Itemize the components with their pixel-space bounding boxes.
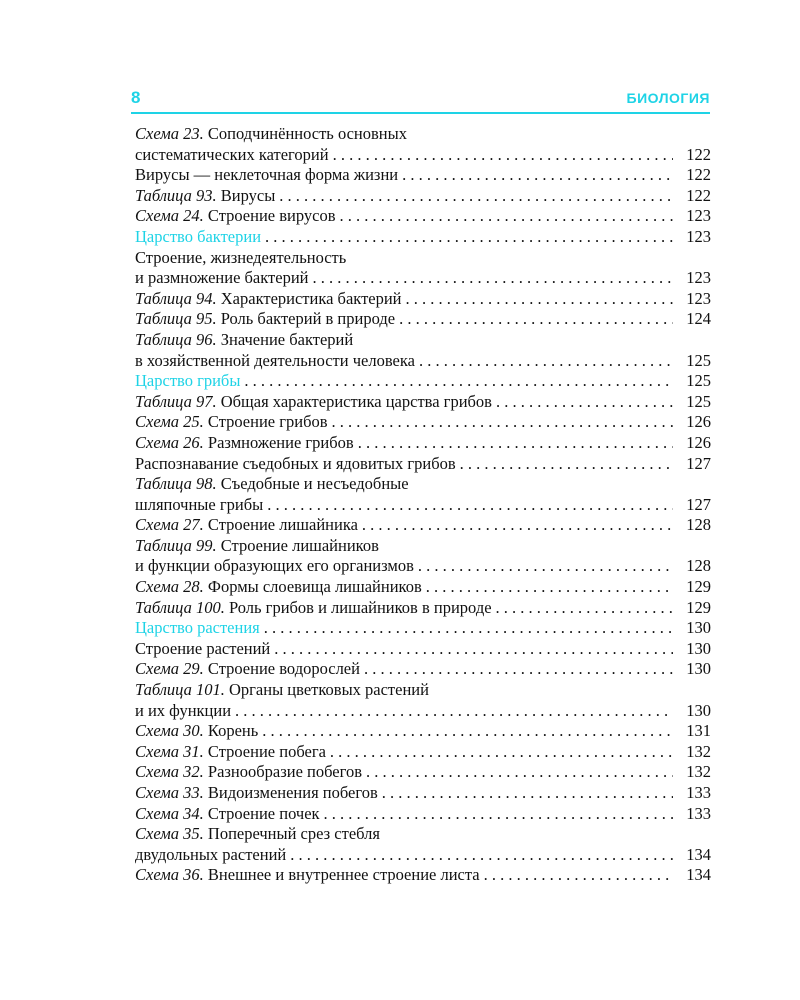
toc-entry-label: Схема 33. [135,783,204,802]
toc-page-number: 129 [686,577,711,597]
toc-entry [135,721,711,742]
toc-entry-title: Внешнее и внутреннее строение листа [203,865,480,885]
toc-entry-title: Съедобные и несъедобные [216,474,409,494]
toc-page-number: 128 [686,515,711,535]
toc-entry-title: двудольных растений [135,844,287,864]
dot-leader [330,742,673,763]
toc-entry-label: Таблица 97. [135,391,217,411]
toc-entry [135,824,711,845]
toc-entry-title: Значение бактерий [216,329,354,349]
toc-entry-text [135,392,492,413]
toc-entry-text [135,454,456,475]
toc-entry-title: Строение водорослей [203,659,360,679]
toc-entry [135,701,711,722]
toc-entry-label: Схема 30. [135,721,204,741]
toc-entry-label: Схема 34. [135,803,204,823]
toc-entry-label: Схема 24. [135,206,204,226]
dot-leader [406,289,673,310]
toc-entry-label: Таблица 100. [135,597,225,617]
toc-entry-label: Таблица 98. [135,474,217,494]
toc-entry-title: систематических категорий [135,144,329,164]
dot-leader [340,206,673,227]
toc-entry [135,165,711,186]
toc-entry [135,495,711,516]
toc-section-heading [135,618,711,639]
toc-entry-text [135,845,286,866]
toc-entry-title: Видоизменения побегов [203,783,378,802]
toc-entry-title: Корень [203,721,259,741]
toc-entry-label: Схема 31. [135,741,204,761]
toc-entry [135,309,711,330]
toc-entry-title: Поперечный срез стебля [203,824,380,844]
dot-leader [324,804,673,825]
toc-entry [135,454,711,475]
toc-entry [135,598,711,619]
toc-entry-text [135,474,409,495]
toc-entry-text [135,577,422,598]
toc-entry-title: Разнообразие побегов [203,762,362,782]
toc-entry-title: Строение лишайника [203,515,358,535]
toc-page-number: 127 [686,453,711,473]
toc-entry-text [135,639,270,660]
toc-entry-text [135,145,329,166]
toc-entry-text [135,701,231,722]
toc-entry [135,206,711,227]
dot-leader [364,659,673,680]
toc-page-number: 126 [686,432,711,452]
toc-entry-text [135,186,275,207]
toc-entry-title: Строение лишайников [216,535,379,555]
toc-entry-title: Соподчинённость основных [203,124,407,143]
toc-page-number: 134 [686,844,711,864]
toc-entry-title: Распознавание съедобных и ядовитых грибов [135,453,456,473]
toc-entry [135,124,711,145]
toc-entry-text [135,351,415,372]
toc-entry-text [135,227,261,248]
toc-entry-text [135,433,354,454]
toc-page-number: 131 [686,721,711,741]
toc-entry-text [135,412,328,433]
toc-entry-title: и размножение бактерий [135,268,309,288]
toc-page-number: 125 [686,350,711,370]
toc-page-number: 123 [686,288,711,308]
dot-leader [279,186,673,207]
toc-entry-title: Строение, жизнедеятельность [135,247,347,267]
dot-leader [426,577,673,598]
toc-entry-text [135,556,414,577]
dot-leader [262,721,673,742]
toc-entry-text [135,495,263,516]
toc-entry-title: Строение вирусов [203,206,336,226]
dot-leader [399,309,673,330]
toc-page-number: 130 [686,700,711,720]
toc-page-number: 129 [686,597,711,617]
toc-entry [135,536,711,557]
dot-leader [366,762,673,783]
toc-entry [135,351,711,372]
toc-page-number: 123 [686,206,711,226]
dot-leader [274,639,673,660]
toc-entry-text [135,742,326,763]
dot-leader [290,845,673,866]
toc-page-number: 133 [686,803,711,823]
page-header [131,88,710,114]
toc-entry-label: Таблица 99. [135,535,217,555]
toc-entry-title: Царство бактерии [135,226,262,246]
dot-leader [333,145,673,166]
toc-entry-title: Вирусы [216,185,276,205]
toc-entry-label: Схема 32. [135,762,204,782]
toc-page-number: 125 [686,391,711,411]
toc-entry-title: Царство грибы [135,371,241,391]
toc-entry-title: Роль бактерий в природе [216,309,396,329]
toc-page-number: 125 [686,371,711,391]
toc-entry-label: Таблица 96. [135,329,217,349]
toc-entry-label: Таблица 93. [135,185,217,205]
toc-entry-text [135,248,346,269]
table-of-contents [135,124,711,886]
toc-page-number: 132 [686,741,711,761]
toc-entry [135,289,711,310]
toc-page-number: 132 [686,762,711,782]
toc-entry [135,412,711,433]
toc-entry-text [135,289,402,310]
toc-entry-text [135,783,378,804]
toc-section-heading [135,371,711,392]
toc-entry-text [135,206,336,227]
dot-leader [313,268,674,289]
toc-entry-label: Таблица 101. [135,680,225,700]
dot-leader [267,495,673,516]
toc-page-number: 128 [686,556,711,576]
toc-page-number: 122 [686,165,711,185]
dot-leader [402,165,673,186]
toc-entry-text [135,124,407,145]
dot-leader [496,598,673,619]
toc-page-number: 123 [686,268,711,288]
toc-entry-text [135,371,240,392]
toc-page-number: 130 [686,638,711,658]
toc-page-number: 130 [686,618,711,638]
toc-entry-text [135,865,480,886]
toc-entry [135,186,711,207]
toc-entry [135,145,711,166]
toc-entry-text [135,165,398,186]
toc-entry [135,474,711,495]
toc-entry [135,639,711,660]
toc-entry [135,742,711,763]
toc-entry-text [135,618,260,639]
toc-entry [135,804,711,825]
toc-entry-title: Роль грибов и лишайников в природе [224,597,492,617]
toc-entry [135,268,711,289]
toc-entry [135,433,711,454]
toc-entry-text [135,536,379,557]
page-number: 8 [131,88,141,107]
toc-entry-text [135,721,258,742]
dot-leader [419,351,673,372]
dot-leader [332,412,673,433]
toc-page-number: 122 [686,185,711,205]
dot-leader [496,392,673,413]
toc-entry [135,762,711,783]
toc-entry-title: Строение почек [203,803,320,823]
toc-entry [135,865,711,886]
toc-entry-text [135,762,362,783]
toc-page-number: 127 [686,494,711,514]
toc-entry-title: Органы цветковых растений [224,680,429,700]
toc-page-number: 124 [686,309,711,329]
toc-page-number: 122 [686,144,711,164]
toc-entry-title: Характеристика бактерий [216,288,402,308]
toc-entry-title: Формы слоевища лишайников [203,577,422,597]
toc-entry [135,680,711,701]
toc-entry-label: Схема 28. [135,577,204,597]
dot-leader [264,618,673,639]
toc-entry-title: шляпочные грибы [135,494,264,514]
running-title: БИОЛОГИЯ [626,90,710,106]
toc-entry-label: Схема 36. [135,865,204,885]
toc-entry [135,783,711,804]
toc-entry-text [135,598,492,619]
toc-entry [135,392,711,413]
toc-entry-text [135,824,380,845]
toc-entry-text [135,804,320,825]
toc-entry-title: Царство растения [135,618,260,638]
toc-entry-title: Общая характеристика царства грибов [216,391,492,411]
toc-entry-text [135,515,358,536]
toc-entry [135,515,711,536]
toc-page-number: 133 [686,783,711,802]
toc-entry-text [135,309,395,330]
toc-entry-title: Строение побега [203,741,326,761]
dot-leader [382,783,673,804]
toc-entry [135,556,711,577]
dot-leader [244,371,673,392]
toc-section-heading [135,227,711,248]
toc-entry-label: Схема 29. [135,659,204,679]
toc-entry-title: Строение грибов [203,412,328,432]
toc-entry [135,845,711,866]
dot-leader [484,865,673,886]
toc-entry-title: Строение растений [135,638,271,658]
dot-leader [235,701,673,722]
toc-entry-text [135,268,309,289]
dot-leader [358,433,673,454]
toc-entry-title: и их функции [135,700,232,720]
toc-page-number: 134 [686,865,711,885]
toc-entry-text [135,680,429,701]
toc-entry-label: Таблица 94. [135,288,217,308]
toc-entry-label: Схема 27. [135,515,204,535]
toc-entry-title: и функции образующих его организмов [135,556,414,576]
toc-entry [135,577,711,598]
toc-entry [135,330,711,351]
toc-entry-text [135,659,360,680]
toc-entry-title: в хозяйственной деятельности человека [135,350,415,370]
dot-leader [460,454,673,475]
toc-page-number: 126 [686,412,711,432]
dot-leader [265,227,673,248]
toc-entry-text [135,330,353,351]
toc-entry-label: Схема 26. [135,432,204,452]
toc-entry-title: Вирусы — неклеточная форма жизни [135,165,399,185]
toc-entry [135,248,711,269]
toc-entry [135,659,711,680]
toc-entry-label: Схема 25. [135,412,204,432]
toc-entry-label: Таблица 95. [135,309,217,329]
toc-entry-title: Размножение грибов [203,432,354,452]
toc-entry-label: Схема 23. [135,124,204,143]
dot-leader [418,556,673,577]
toc-page-number: 123 [686,226,711,246]
toc-entry-label: Схема 35. [135,824,204,844]
toc-page-number: 130 [686,659,711,679]
dot-leader [362,515,673,536]
